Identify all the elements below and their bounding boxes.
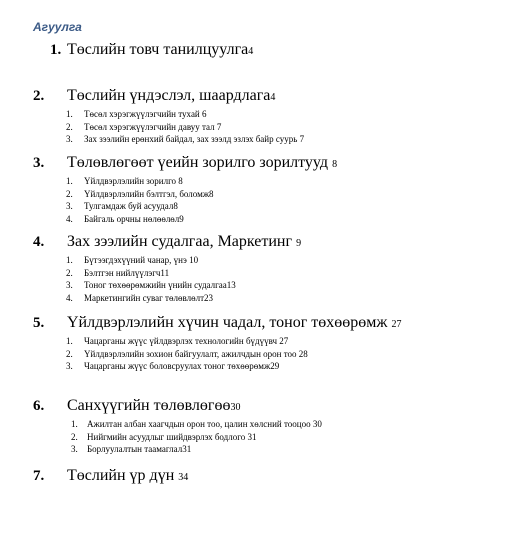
section-number: 1.: [50, 42, 62, 58]
section-heading[interactable]: [67, 87, 275, 105]
section-page: 9: [296, 238, 302, 249]
subsection-item[interactable]: [0, 443, 507, 456]
subsection-item[interactable]: [0, 360, 507, 373]
subsection-list: [0, 108, 507, 146]
subsection-number: 3.: [66, 361, 73, 371]
subsection-text: Үйлдвэрлэлийн бэлтгэл, боломж8: [84, 188, 214, 199]
subsection-item[interactable]: [0, 335, 507, 348]
section-number: 3.: [33, 155, 45, 171]
subsection-item[interactable]: [0, 254, 507, 267]
section-title: Төлөвлөгөөт үеийн зорилго зорилтууд: [67, 154, 329, 171]
subsection-text: Чацарганы жүүс боловсруулах тоног төхөөрөмж29: [84, 361, 280, 371]
subsection-number: 4.: [66, 213, 73, 224]
section-title: Төслийн үндэслэл, шаардлага: [67, 87, 271, 104]
subsection-item[interactable]: [0, 213, 507, 226]
subsection-item[interactable]: [0, 108, 507, 121]
section-number: 6.: [33, 398, 45, 414]
section-title: Төслийн товч танилцуулга: [67, 41, 249, 58]
subsection-number: 2.: [66, 348, 73, 359]
subsection-item[interactable]: [0, 175, 507, 188]
subsection-list: [0, 175, 507, 225]
subsection-number: 2.: [66, 121, 73, 132]
toc-section-7[interactable]: [0, 466, 507, 488]
subsection-number: 3.: [71, 444, 78, 454]
subsection-text: Байгаль орчны нөлөөлөл9: [84, 213, 184, 224]
subsection-list: [0, 418, 507, 456]
subsection-text: Бүтээгдэхүүний чанар, үнэ 10: [84, 255, 199, 265]
toc-section-2[interactable]: [0, 86, 507, 146]
subsection-item[interactable]: [0, 348, 507, 361]
section-page: 27: [391, 319, 402, 330]
section-heading[interactable]: [67, 467, 188, 485]
section-heading[interactable]: [67, 314, 401, 332]
section-number: 2.: [33, 88, 45, 104]
section-page: 34: [178, 472, 189, 483]
toc-section-6[interactable]: [0, 396, 507, 456]
subsection-item[interactable]: [0, 279, 507, 292]
toc-section-3[interactable]: [0, 153, 507, 225]
subsection-item[interactable]: [0, 267, 507, 280]
subsection-text: Төсөл хэрэгжүүлэгчийн тухай 6: [84, 109, 207, 119]
subsection-text: Чацарганы жүүс үйлдвэрлэх технологийн бүдүүвч 27: [84, 336, 289, 346]
subsection-text: Борлуулалтын таамаглал31: [87, 444, 192, 454]
section-heading[interactable]: [67, 154, 337, 172]
subsection-text: Тулгамдаж буй асуудал8: [84, 201, 178, 211]
subsection-list: [0, 254, 507, 304]
section-page: 30: [230, 402, 241, 413]
subsection-text: Ажилтан албан хаагчдын орон тоо, цалин хөлсний тооцоо 30: [87, 419, 322, 429]
subsection-text: Маркетингийн суваг төлөвлөлт23: [84, 292, 214, 303]
section-page: 4: [270, 92, 276, 103]
subsection-text: Үйлдвэрлэлийн зохион байгуулалт, ажилчдын орон тоо 28: [84, 348, 308, 359]
subsection-number: 4.: [66, 292, 73, 303]
subsection-item[interactable]: [0, 292, 507, 305]
section-number: 7.: [33, 468, 45, 484]
subsection-item[interactable]: [0, 121, 507, 134]
subsection-number: 2.: [66, 267, 73, 278]
subsection-number: 1.: [66, 336, 73, 346]
section-heading[interactable]: [67, 397, 240, 415]
subsection-item[interactable]: [0, 418, 507, 431]
subsection-number: 1.: [66, 109, 73, 119]
subsection-text: Тоног төхөөрөмжийн үнийн судалгаа13: [84, 280, 236, 290]
section-number: 5.: [33, 315, 45, 331]
subsection-number: 3.: [66, 280, 73, 290]
toc-section-1[interactable]: [0, 40, 507, 62]
subsection-number: 1.: [66, 255, 73, 265]
section-page: 8: [332, 159, 338, 170]
section-title: Төслийн үр дүн: [67, 467, 175, 484]
subsection-number: 3.: [66, 201, 73, 211]
section-page: 4: [248, 46, 254, 57]
subsection-list: [0, 335, 507, 373]
subsection-item[interactable]: [0, 133, 507, 146]
toc-section-5[interactable]: [0, 313, 507, 373]
subsection-text: Төсөл хэрэгжүүлэгчийн давуу тал 7: [84, 121, 222, 132]
subsection-text: Үйлдвэрлэлийн зорилго 8: [84, 176, 183, 186]
subsection-number: 1.: [71, 419, 78, 429]
subsection-item[interactable]: [0, 431, 507, 444]
subsection-number: 2.: [66, 188, 73, 199]
subsection-text: Нийгмийн асуудлыг шийдвэрлэх бодлого 31: [87, 431, 257, 442]
section-number: 4.: [33, 234, 45, 250]
subsection-text: Бэлтгэн нийлүүлэгч11: [84, 267, 170, 278]
section-title: Үйлдвэрлэлийн хүчин чадал, тоног төхөөрөмж: [67, 314, 388, 331]
subsection-item[interactable]: [0, 188, 507, 201]
section-heading[interactable]: [67, 233, 301, 251]
toc-title: Агуулга: [33, 20, 82, 34]
section-title: Зах зээлийн судалгаа, Маркетинг: [67, 233, 293, 250]
subsection-number: 2.: [71, 431, 78, 442]
subsection-text: Зах зээлийн ерөнхий байдал, зах зээлд эзлэх байр суурь 7: [84, 134, 305, 144]
subsection-item[interactable]: [0, 200, 507, 213]
toc-section-4[interactable]: [0, 232, 507, 304]
section-heading[interactable]: [67, 41, 253, 59]
section-title: Санхүүгийн төлөвлөгөө: [67, 397, 231, 414]
subsection-number: 1.: [66, 176, 73, 186]
subsection-number: 3.: [66, 134, 73, 144]
